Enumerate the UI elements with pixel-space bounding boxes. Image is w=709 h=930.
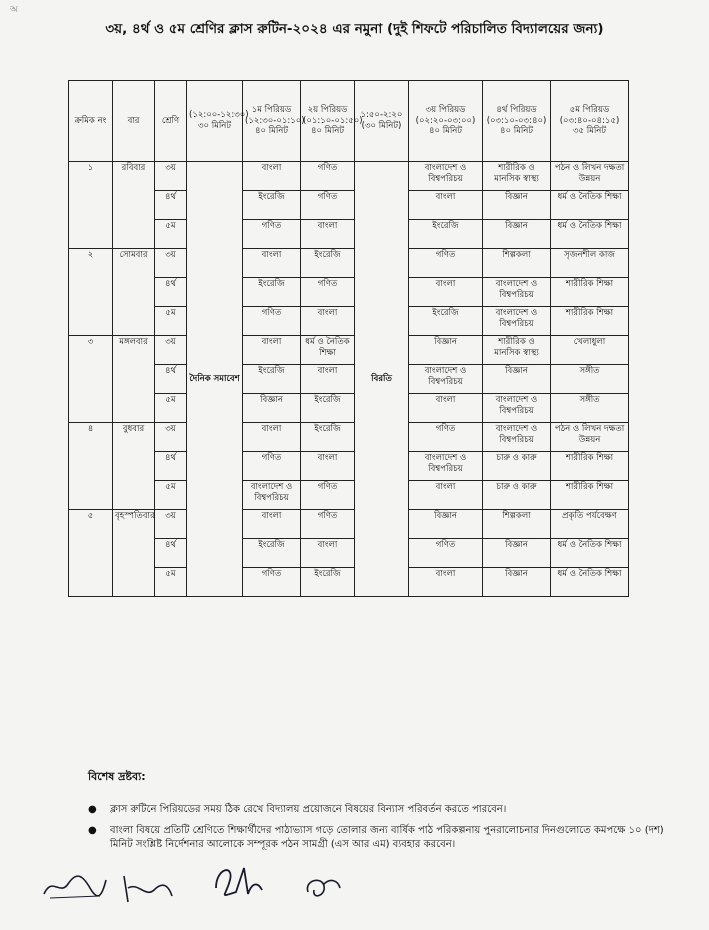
class-cell: ৫ম — [155, 394, 187, 423]
header-row — [69, 81, 629, 162]
page-title: ৩য়, ৪র্থ ও ৫ম শ্রেণির ক্লাস রুটিন-২০২৪ এর নমুনা (দুই শিফটে পরিচালিত বিদ্যালয়ের জন্য) — [105, 21, 604, 37]
period-3-cell: বাংলা — [409, 278, 483, 307]
signature-2 — [118, 868, 178, 908]
serial-cell: ১ — [69, 162, 113, 249]
period-1-cell: বাংলা — [243, 249, 301, 278]
period-3-cell: বাংলা — [409, 394, 483, 423]
period-2-cell: ধর্ম ও নৈতিক শিক্ষা — [301, 336, 355, 365]
signature-3 — [208, 858, 268, 904]
bullet-icon: ● — [88, 824, 97, 836]
class-cell: ৫ম — [155, 481, 187, 510]
bullet-icon: ● — [88, 804, 97, 815]
header-period-1: ১ম পিরিয়ড (১২:৩০-০১:১০) ৪০ মিনিট — [243, 81, 301, 162]
period-2-cell: গণিত — [301, 191, 355, 220]
period-3-cell: গণিত — [409, 539, 483, 568]
routine-body — [69, 162, 629, 597]
period-4-cell: বিজ্ঞান — [483, 220, 551, 249]
period-4-cell: বাংলাদেশ ও বিশ্বপরিচয় — [483, 278, 551, 307]
period-5-cell: প্রকৃতি পর্যবেক্ষণ — [551, 510, 629, 539]
period-2-cell: ইংরেজি — [301, 568, 355, 597]
period-4-cell: শারীরিক ও মানসিক স্বাস্থ্য — [483, 336, 551, 365]
header-break: ১:৫০-২:২০ (৩০ মিনিট) — [355, 81, 409, 162]
class-cell: ৩য় — [155, 336, 187, 365]
period-5-cell: শারীরিক শিক্ষা — [551, 481, 629, 510]
period-2-cell: গণিত — [301, 278, 355, 307]
table-row — [69, 510, 629, 539]
period-4-cell: বিজ্ঞান — [483, 365, 551, 394]
period-4-cell: চারু ও কারু — [483, 452, 551, 481]
period-2-cell: গণিত — [301, 481, 355, 510]
serial-cell: ৪ — [69, 423, 113, 510]
period-4-cell: শারীরিক ও মানসিক স্বাস্থ্য — [483, 162, 551, 191]
assembly-cell: দৈনিক সমাবেশ — [187, 162, 243, 597]
period-3-cell: বাংলা — [409, 191, 483, 220]
period-1-cell: ইংরেজি — [243, 191, 301, 220]
period-2-cell: বাংলা — [301, 539, 355, 568]
serial-cell: ৩ — [69, 336, 113, 423]
period-3-cell: বাংলা — [409, 481, 483, 510]
period-2-cell: গণিত — [301, 162, 355, 191]
period-1-cell: গণিত — [243, 307, 301, 336]
period-1-cell: বাংলা — [243, 510, 301, 539]
class-cell: ৪র্থ — [155, 365, 187, 394]
period-3-cell: গণিত — [409, 249, 483, 278]
period-5-cell: খেলাধুলা — [551, 336, 629, 365]
header-period-5: ৫ম পিরিয়ড (০৩:৪০-০৪:১৫) ৩৫ মিনিট — [551, 81, 629, 162]
period-5-cell: সঙ্গীত — [551, 394, 629, 423]
period-5-cell: ধর্ম ও নৈতিক শিক্ষা — [551, 539, 629, 568]
period-3-cell: বাংলাদেশ ও বিশ্বপরিচয় — [409, 162, 483, 191]
period-5-cell: ধর্ম ও নৈতিক শিক্ষা — [551, 220, 629, 249]
period-1-cell: গণিত — [243, 568, 301, 597]
header-assembly: (১২:০০-১২:৩০) ৩০ মিনিট — [187, 81, 243, 162]
class-cell: ৫ম — [155, 220, 187, 249]
header-day: বার — [113, 81, 155, 162]
period-2-cell: ইংরেজি — [301, 423, 355, 452]
header-class: শ্রেণি — [155, 81, 187, 162]
class-cell: ৩য় — [155, 423, 187, 452]
period-1-cell: গণিত — [243, 220, 301, 249]
break-cell: বিরতি — [355, 162, 409, 597]
note-text: ক্লাস রুটিনে পিরিয়ডের সময় ঠিক রেখে বিদ্যালয় প্রয়োজনে বিষয়ের বিন্যাস পরিবর্তন করতে পারবেন। — [110, 804, 507, 815]
notes-section — [88, 768, 688, 859]
period-5-cell: শারীরিক শিক্ষা — [551, 307, 629, 336]
period-3-cell: বিজ্ঞান — [409, 510, 483, 539]
class-cell: ৪র্থ — [155, 539, 187, 568]
period-4-cell: বিজ্ঞান — [483, 191, 551, 220]
period-4-cell: বাংলাদেশ ও বিশ্বপরিচয় — [483, 307, 551, 336]
period-4-cell: শিল্পকলা — [483, 510, 551, 539]
period-5-cell: পঠন ও লিখন দক্ষতা উন্নয়ন — [551, 423, 629, 452]
serial-cell: ২ — [69, 249, 113, 336]
class-cell: ৩য় — [155, 249, 187, 278]
period-4-cell: বিজ্ঞান — [483, 568, 551, 597]
note-text: বাংলা বিষয়ে প্রতিটি শ্রেণিতে শিক্ষার্থীদের পাঠাভ্যাস গড়ে তোলার জন্য বার্ষিক পাঠ পরিকল্পনায় পুনরালোচনার দিনগুলোতে কমপক্ষে ১০ (দশ) মিনিট সংশ্লিষ্ট নির্দেশনার আলোকে সম্পূরক পঠন সামগ্রী (এস আর এম) ব্যবহার করবেন। — [110, 824, 664, 850]
day-cell: রবিবার — [113, 162, 155, 249]
notes-title: বিশেষ দ্রষ্টব্য: — [88, 770, 146, 783]
class-cell: ৫ম — [155, 307, 187, 336]
period-2-cell: বাংলা — [301, 452, 355, 481]
table-row — [69, 249, 629, 278]
period-3-cell: বাংলাদেশ ও বিশ্বপরিচয় — [409, 452, 483, 481]
period-3-cell: ইংরেজি — [409, 307, 483, 336]
class-cell: ৪র্থ — [155, 452, 187, 481]
period-3-cell: গণিত — [409, 423, 483, 452]
period-5-cell: সঙ্গীত — [551, 365, 629, 394]
class-cell: ৫ম — [155, 568, 187, 597]
header-period-3: ৩য় পিরিয়ড (০২:২০-০৩:০০) ৪০ মিনিট — [409, 81, 483, 162]
period-2-cell: বাংলা — [301, 365, 355, 394]
period-3-cell: বিজ্ঞান — [409, 336, 483, 365]
period-3-cell: ইংরেজি — [409, 220, 483, 249]
period-4-cell: শিল্পকলা — [483, 249, 551, 278]
period-1-cell: গণিত — [243, 452, 301, 481]
period-1-cell: ইংরেজি — [243, 365, 301, 394]
period-3-cell: বাংলা — [409, 568, 483, 597]
period-5-cell: শারীরিক শিক্ষা — [551, 278, 629, 307]
period-1-cell: ইংরেজি — [243, 539, 301, 568]
day-cell: বৃহস্পতিবার — [113, 510, 155, 597]
period-1-cell: বাংলা — [243, 162, 301, 191]
table-row — [69, 423, 629, 452]
period-3-cell: বাংলাদেশ ও বিশ্বপরিচয় — [409, 365, 483, 394]
period-2-cell: ইংরেজি — [301, 249, 355, 278]
period-5-cell: পঠন ও লিখন দক্ষতা উন্নয়ন — [551, 162, 629, 191]
period-2-cell: বাংলা — [301, 220, 355, 249]
period-5-cell: ধর্ম ও নৈতিক শিক্ষা — [551, 191, 629, 220]
serial-cell: ৫ — [69, 510, 113, 597]
period-1-cell: বাংলা — [243, 423, 301, 452]
header-period-2: ২য় পিরিয়ড (০১:১০-০১:৫০) ৪০ মিনিট — [301, 81, 355, 162]
signature-1 — [40, 866, 110, 906]
day-cell: বুধবার — [113, 423, 155, 510]
period-4-cell: চারু ও কারু — [483, 481, 551, 510]
note-item — [88, 803, 688, 818]
note-item — [88, 824, 688, 853]
period-1-cell: বিজ্ঞান — [243, 394, 301, 423]
class-cell: ৪র্থ — [155, 278, 187, 307]
signatures — [40, 858, 360, 918]
table-row — [69, 162, 629, 191]
class-cell: ৩য় — [155, 162, 187, 191]
corner-mark: অ — [10, 5, 18, 15]
period-5-cell: শারীরিক শিক্ষা — [551, 452, 629, 481]
routine-table — [68, 80, 629, 597]
day-cell: মঙ্গলবার — [113, 336, 155, 423]
period-4-cell: বাংলাদেশ ও বিশ্বপরিচয় — [483, 394, 551, 423]
table-row — [69, 336, 629, 365]
period-2-cell: বাংলা — [301, 307, 355, 336]
period-1-cell: ইংরেজি — [243, 278, 301, 307]
period-5-cell: ধর্ম ও নৈতিক শিক্ষা — [551, 568, 629, 597]
period-4-cell: বাংলাদেশ ও বিশ্বপরিচয় — [483, 423, 551, 452]
period-1-cell: বাংলাদেশ ও বিশ্বপরিচয় — [243, 481, 301, 510]
header-sl: ক্রমিক নং — [69, 81, 113, 162]
period-2-cell: ইংরেজি — [301, 394, 355, 423]
day-cell: সোমবার — [113, 249, 155, 336]
class-cell: ৪র্থ — [155, 191, 187, 220]
header-period-4: ৪র্থ পিরিয়ড (০৩:১০-০৩:৪০) ৪০ মিনিট — [483, 81, 551, 162]
signature-4 — [298, 868, 348, 908]
period-1-cell: বাংলা — [243, 336, 301, 365]
period-4-cell: বিজ্ঞান — [483, 539, 551, 568]
period-2-cell: গণিত — [301, 510, 355, 539]
class-cell: ৩য় — [155, 510, 187, 539]
period-5-cell: সৃজনশীল কাজ — [551, 249, 629, 278]
